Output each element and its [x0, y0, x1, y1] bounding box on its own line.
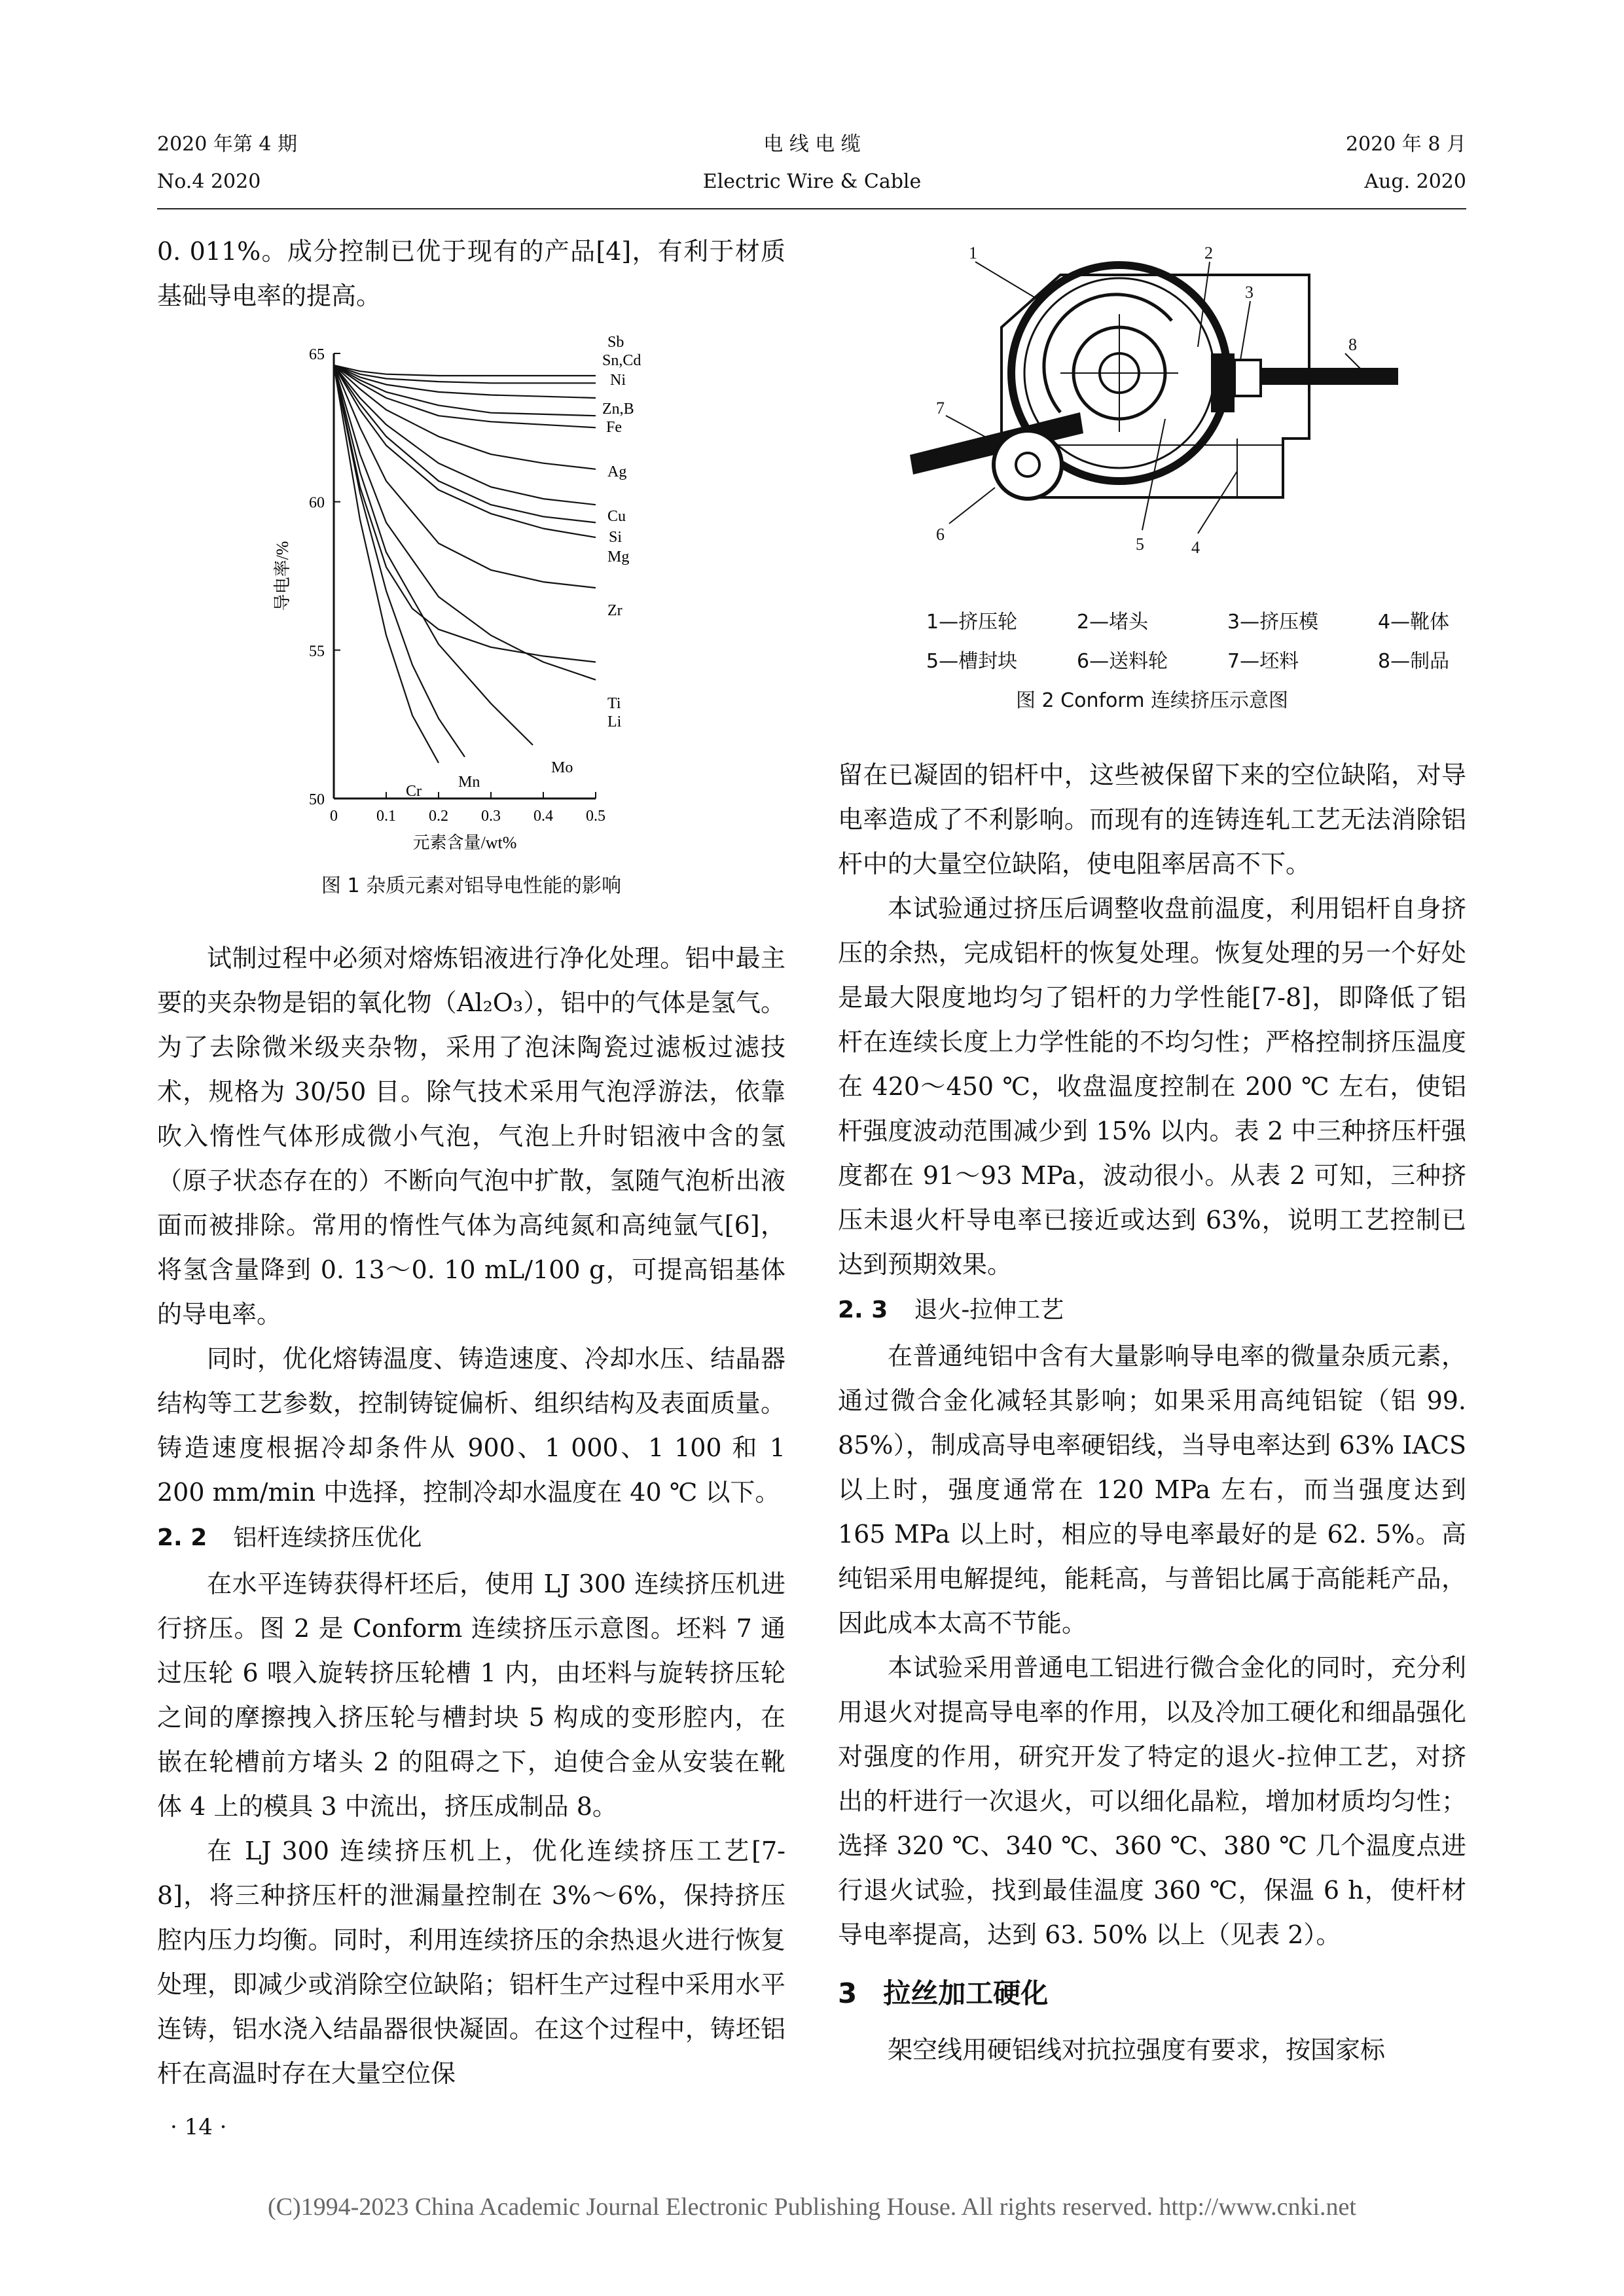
series-label: Zn,B: [602, 401, 634, 418]
series-label: Ni: [610, 372, 626, 389]
page-number: · 14 ·: [170, 2114, 227, 2140]
series-label: Zr: [607, 602, 623, 619]
section-heading-2-3: [838, 1288, 1466, 1333]
label-8: 8: [1348, 335, 1357, 354]
series-label: Mn: [458, 774, 480, 791]
paragraph: 本试验通过挤压后调整收盘前温度，利用铝杆自身挤压的余热，完成铝杆的恢复处理。恢复处理的另一个好处是最大限度地均匀了铝杆的力学性能[7-8]，即降低了铝杆在连续长度上力学性能的不均匀性；严格控制挤压温度在 420～450 ℃，收盘温度控制在 200 ℃ 左右，使铝杆强度波动范围减少到 15% 以内。表 2 中三种挤压杆强度都在 91～93 MPa，波动很小。从表 2 可知，三种挤压未退火杆导电率已接近或达到 63%，说明工艺控制已达到预期效果。: [838, 894, 1466, 1279]
label-6: 6: [936, 525, 945, 544]
figure-2-diagram: [910, 242, 1407, 583]
paragraph: 同时，优化熔铸温度、铸造速度、冷却水压、结晶器结构等工艺参数，控制铸锭偏析、组织结构及表面质量。铸造速度根据冷却条件从 900、1 000、1 100 和 1 200 mm/min 中选择，控制冷却水温度在 40 ℃ 以下。: [157, 1344, 785, 1507]
feed-roll: [994, 431, 1062, 499]
label-4: 4: [1191, 538, 1200, 557]
series-label: Mo: [551, 759, 573, 776]
legend-item: 7—坯料: [1227, 650, 1299, 673]
label-3: 3: [1245, 283, 1254, 302]
series-label: Mg: [607, 548, 630, 565]
paragraph: 本试验采用普通电工铝进行微合金化的同时，充分利用退火对提高导电率的作用，以及冷加工硬化和细晶强化对强度的作用，研究开发了特定的退火-拉伸工艺，对挤出的杆进行一次退火，可以细化晶粒，增加材质均匀性；选择 320 ℃、340 ℃、360 ℃、380 ℃ 几个温度点进行退火试验，找到最佳温度 360 ℃，保温 6 h，使杆材导电率提高，达到 63. 50% 以上（见表 2）。: [838, 1653, 1466, 1949]
figure-1-chart: [249, 327, 681, 870]
label-2: 2: [1204, 243, 1213, 262]
figure-1-caption: 图 1 杂质元素对铝导电性能的影响: [321, 874, 622, 897]
paragraph: 架空线用硬铝线对抗拉强度有要求，按国家标: [888, 2036, 1386, 2064]
legend-item: 4—靴体: [1378, 611, 1450, 634]
series-label: Li: [607, 713, 622, 730]
section-title: 铝杆连续挤压优化: [233, 1524, 422, 1551]
date-label: 2020 年 8 月: [1345, 133, 1466, 156]
y-axis-label: 导电率/%: [273, 541, 292, 611]
abutment: [1211, 353, 1235, 412]
y-tick-label: 60: [309, 494, 325, 512]
date-label-en: Aug. 2020: [1364, 170, 1466, 193]
copyright-footer: (C)1994-2023 China Academic Journal Electronic Publishing House. All rights reserved. http://www.cnki.net: [268, 2193, 1356, 2221]
series-label: Cr: [406, 783, 422, 800]
x-tick-label: 0.5: [586, 808, 605, 825]
wheel-flow-arc: [1044, 295, 1172, 412]
series-label: Ti: [607, 695, 621, 712]
paragraph: 0. 011%。成分控制已优于现有的产品[4]，有利于材质基础导电率的提高。: [157, 237, 785, 310]
legend-item: 6—送料轮: [1077, 650, 1168, 673]
issue-label: 2020 年第 4 期: [157, 133, 298, 156]
series-label: Sn,Cd: [602, 352, 641, 369]
section-number: 3: [838, 1977, 857, 2009]
label-7: 7: [936, 399, 945, 418]
paragraph: 在 LJ 300 连续挤压机上，优化连续挤压工艺[7-8]，将三种挤压杆的泄漏量控制在 3%～6%，保持挤压腔内压力均衡。同时，利用连续挤压的余热退火进行恢复处理，即减少或消除空位缺陷；铝杆生产过程中采用水平连铸，铝水浇入结晶器很快凝固。在这个过程中，铸坯铝杆在高温时存在大量空位保: [157, 1837, 785, 2088]
legend-item: 2—堵头: [1077, 611, 1149, 634]
x-tick-label: 0: [330, 808, 338, 825]
label-5: 5: [1136, 535, 1144, 554]
series-line-mn: [334, 365, 465, 757]
series-label: Fe: [606, 419, 622, 436]
section-number: 2. 2: [157, 1524, 208, 1551]
legend-item: 1—挤压轮: [926, 611, 1018, 634]
journal-title: 电 线 电 缆: [763, 133, 861, 156]
left-column-intro: [157, 229, 785, 318]
header-rule: [157, 208, 1466, 209]
paragraph: 在水平连铸获得杆坯后，使用 LJ 300 连续挤压机进行挤压。图 2 是 Conform 连续挤压示意图。坯料 7 通过压轮 6 喂入旋转挤压轮槽 1 内，由坯料与旋转挤压轮之间的摩擦拽入挤压轮与槽封块 5 构成的变形腔内，在嵌在轮槽前方堵头 2 的阻碍之下，迫使合金从安装在靴体 4 上的模具 3 中流出，挤压成制品 8。: [157, 1570, 785, 1821]
legend-item: 5—槽封块: [926, 650, 1018, 673]
series-label: Sb: [607, 334, 624, 351]
figure-2-legend-row: [926, 645, 1528, 673]
series-label: Si: [609, 529, 623, 546]
y-tick-label: 65: [309, 346, 325, 363]
x-tick-label: 0.2: [429, 808, 448, 825]
right-column-body: [838, 753, 1466, 2072]
series-line-si: [334, 365, 596, 522]
figure-2-caption: 图 2 Conform 连续挤压示意图: [1016, 689, 1288, 712]
section-number: 2. 3: [838, 1297, 888, 1323]
product-rod: [1261, 368, 1398, 385]
section-title: 退火-拉伸工艺: [914, 1297, 1064, 1323]
label-1: 1: [969, 243, 977, 262]
y-tick-label: 55: [309, 643, 325, 660]
x-tick-label: 0.1: [376, 808, 396, 825]
x-tick-label: 0.3: [481, 808, 501, 825]
section-heading-2-2: [157, 1516, 785, 1560]
die: [1235, 360, 1261, 396]
y-tick-label: 50: [309, 791, 325, 808]
x-axis-label: 元素含量/wt%: [412, 833, 517, 852]
issue-label-en: No.4 2020: [157, 170, 261, 193]
series-line-ni: [334, 365, 596, 398]
legend-item: 3—挤压模: [1227, 611, 1319, 634]
paragraph: 留在已凝固的铝杆中，这些被保留下来的空位缺陷，对导电率造成了不利影响。而现有的连铸连轧工艺无法消除铝杆中的大量空位缺陷，使电阻率居高不下。: [838, 761, 1466, 878]
legend-item: 8—制品: [1378, 650, 1450, 673]
series-label: Cu: [607, 508, 626, 525]
paragraph: 在普通纯铝中含有大量影响导电率的微量杂质元素，通过微合金化减轻其影响；如果采用高纯铝锭（铝 99. 85%），制成高导电率硬铝线，当导电率达到 63% IACS 以上时，强度通常在 120 MPa 左右，而当强度达到 165 MPa 以上时，相应的导电率最好的是 62. 5%。高纯铝采用电解提纯，能耗高，与普铝比属于高能耗产品，因此成本太高不节能。: [838, 1342, 1466, 1638]
series-line-li: [334, 365, 596, 680]
series-line-sb: [334, 365, 596, 376]
journal-title-en: Electric Wire & Cable: [702, 170, 922, 193]
section-title: 拉丝加工硬化: [883, 1977, 1049, 2009]
paragraph: 试制过程中必须对熔炼铝液进行净化处理。铝中最主要的夹杂物是铝的氧化物（Al₂O₃），铝中的气体是氢气。为了去除微米级夹杂物，采用了泡沫陶瓷过滤板过滤技术，规格为 30/50 目。除气技术采用气泡浮游法，依靠吹入惰性气体形成微小气泡，气泡上升时铝液中含的氢（原子状态存在的）不断向气泡中扩散，氢随气泡析出液面而被排除。常用的惰性气体为高纯氮和高纯氩气[6]，将氢含量降到 0. 13～0. 10 mL/100 g，可提高铝基体的导电率。: [157, 944, 785, 1329]
left-column-body: [157, 936, 785, 2096]
figure-2-legend-row: [926, 605, 1528, 634]
series-label: Ag: [607, 463, 627, 480]
section-heading-3: [838, 1971, 1466, 2016]
x-tick-label: 0.4: [533, 808, 553, 825]
